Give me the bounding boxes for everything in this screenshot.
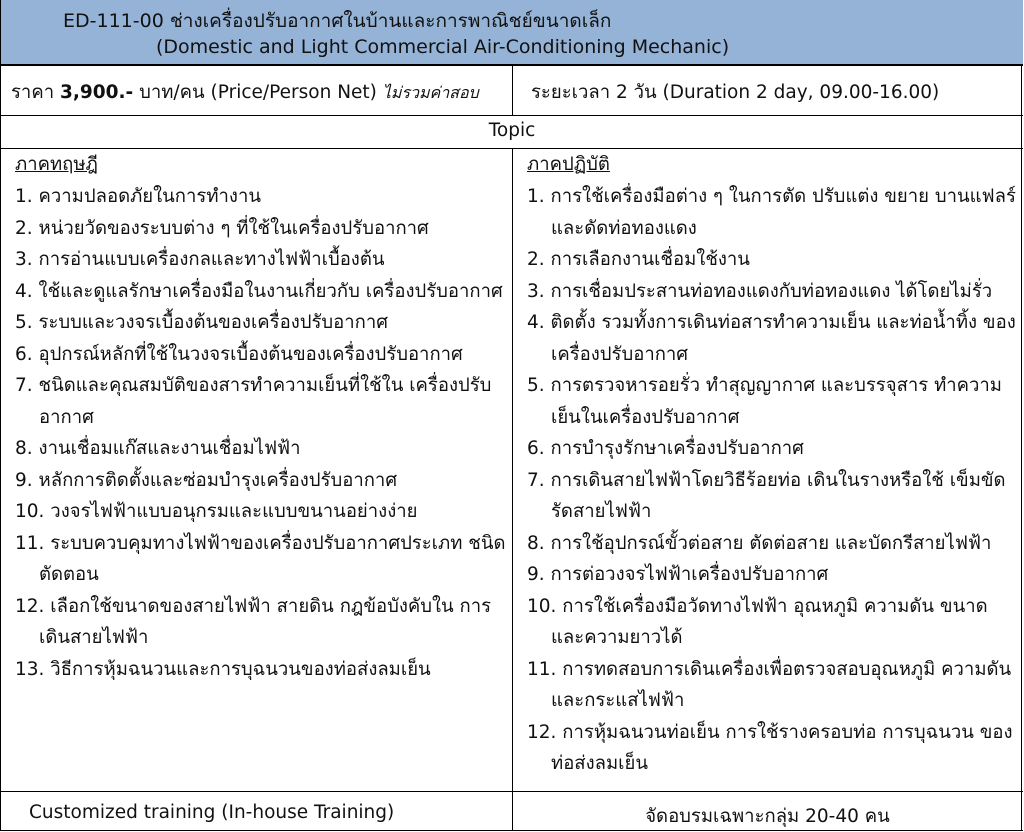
practice-item: 8. การใช้อุปกรณ์ขั้วต่อสาย ตัดต่อสาย และบัดกรีสายไฟฟ้า (527, 532, 992, 554)
practice-item: 3. การเชื่อมประสานท่อทองแดงกับท่อทองแดง ได้โดยไม่รั่ว (527, 280, 993, 302)
customized-training-text: Customized training (In-house Training) (29, 802, 395, 823)
topics-body (1, 149, 1023, 792)
practice-item: 4. ติดตั้ง รวมทั้งการเดินท่อสารทำความเย็น และท่อน้ำทิ้ง ของเครื่องปรับอากาศ (527, 312, 1016, 365)
course-info-row (1, 66, 1023, 116)
price-suffix: บาท/คน (Price/Person Net) (133, 82, 383, 103)
theory-item: 11. ระบบควบคุมทางไฟฟ้าของเครื่องปรับอากาศประเภท ชนิดตัดตอน (15, 532, 506, 585)
theory-item: 3. การอ่านแบบเครื่องกลและทางไฟฟ้าเบื้องต้น (15, 249, 385, 270)
course-header (1, 0, 1023, 66)
practice-item: 9. การต่อวงจรไฟฟ้าเครื่องปรับอากาศ (527, 564, 829, 585)
price-text (11, 78, 479, 107)
theory-item: 4. ใช้และดูแลรักษาเครื่องมือในงานเกี่ยวกับ เครื่องปรับอากาศ (15, 280, 503, 302)
practice-heading: ภาคปฏิบัติ (527, 154, 610, 175)
practice-item: 5. การตรวจหารอยรั่ว ทำสุญญากาศ และบรรจุสาร ทำความเย็นในเครื่องปรับอากาศ (527, 375, 1002, 428)
theory-list (15, 181, 509, 685)
theory-heading: ภาคทฤษฎี (15, 154, 98, 175)
theory-column (15, 149, 509, 685)
theory-item: 5. ระบบและวงจรเบื้องต้นของเครื่องปรับอากาศ (15, 312, 388, 333)
duration-text: ระยะเวลา 2 วัน (Duration 2 day, 09.00-16.00) (531, 82, 940, 103)
theory-item: 7. ชนิดและคุณสมบัติของสารทำความเย็นที่ใช้ใน เครื่องปรับอากาศ (15, 375, 492, 428)
practice-item: 2. การเลือกงานเชื่อมใช้งาน (527, 249, 750, 270)
practice-item: 7. การเดินสายไฟฟ้าโดยวิธีร้อยท่อ เดินในรางหรือใช้ เข็มขัดรัดสายไฟฟ้า (527, 469, 1006, 522)
theory-item: 8. งานเชื่อมแก๊สและงานเชื่อมไฟฟ้า (15, 438, 301, 459)
practice-list (527, 181, 1021, 780)
price-value: 3,900.- (59, 82, 134, 103)
group-size-text: จัดอบรมเฉพาะกลุ่ม 20-40 คน (645, 806, 890, 827)
topic-row (1, 116, 1023, 149)
footer-row (1, 792, 1023, 831)
practice-item: 12. การหุ้มฉนวนท่อเย็น การใช้รางครอบท่อ การบุฉนวน ของท่อส่งลมเย็น (527, 721, 1013, 774)
practice-item: 1. การใช้เครื่องมือต่าง ๆ ในการตัด ปรับแต่ง ขยาย บานแฟลร์และดัดท่อทองแดง (527, 186, 1016, 239)
theory-item: 2. หน่วยวัดของระบบต่าง ๆ ที่ใช้ในเครื่องปรับอากาศ (15, 217, 429, 239)
topic-label: Topic (488, 120, 536, 141)
theory-item: 10. วงจรไฟฟ้าแบบอนุกรมและแบบขนานอย่างง่าย (15, 501, 418, 522)
theory-item: 13. วิธีการหุ้มฉนวนและการบุฉนวนของท่อส่งลมเย็น (15, 658, 431, 680)
theory-item: 12. เลือกใช้ขนาดของสายไฟฟ้า สายดิน กฎข้อบังคับใน การเดินสายไฟฟ้า (15, 595, 492, 648)
practice-item: 6. การบำรุงรักษาเครื่องปรับอากาศ (527, 438, 804, 459)
practice-item: 10. การใช้เครื่องมือวัดทางไฟฟ้า อุณหภูมิ ความดัน ขนาด และความยาวได้ (527, 595, 988, 648)
practice-column (527, 149, 1021, 780)
theory-item: 9. หลักการติดตั้งและซ่อมบำรุงเครื่องปรับอากาศ (15, 469, 398, 491)
practice-item: 11. การทดสอบการเดินเครื่องเพื่อตรวจสอบอุณหภูมิ ความดันและกระแสไฟฟ้า (527, 658, 1012, 711)
body-divider (512, 149, 513, 791)
course-title-thai: ED-111-00 ช่างเครื่องปรับอากาศในบ้านและการพาณิชย์ขนาดเล็ก (63, 10, 612, 32)
price-prefix: ราคา (11, 82, 60, 103)
theory-item: 6. อุปกรณ์หลักที่ใช้ในวงจรเบื้องต้นของเครื่องปรับอากาศ (15, 343, 463, 365)
course-title-english: (Domestic and Light Commercial Air-Conditioning Mechanic) (156, 36, 730, 58)
theory-item: 1. ความปลอดภัยในการทำงาน (15, 186, 261, 207)
price-note: ไม่รวมค่าสอบ (382, 83, 479, 102)
info-divider (512, 66, 513, 115)
